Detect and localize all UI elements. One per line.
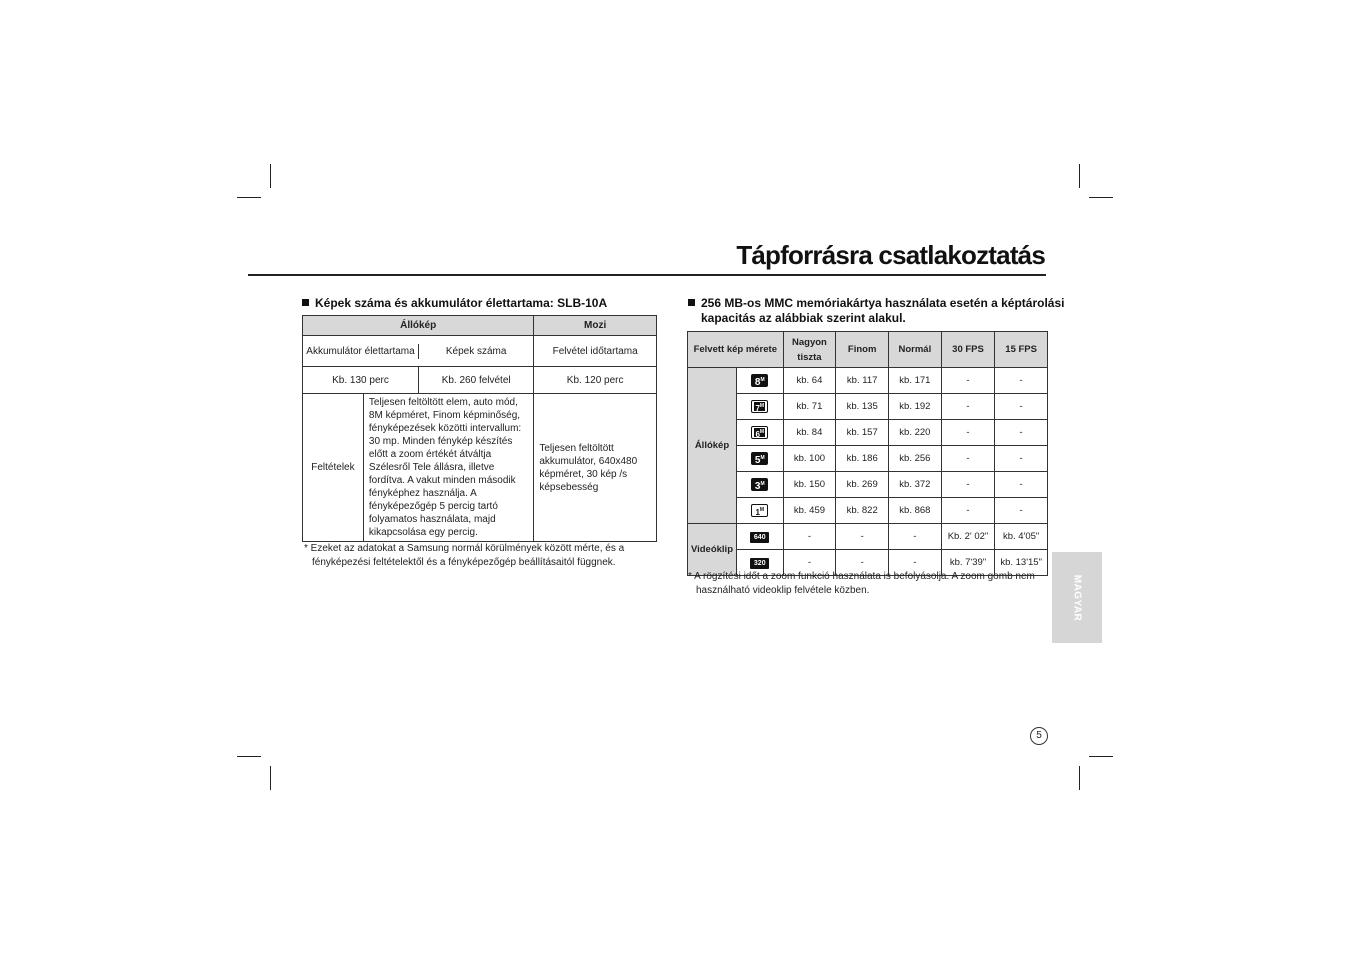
cell-30fps: - xyxy=(941,498,995,524)
size-8m-icon: $8^M$ xyxy=(751,374,768,387)
cell-image-count: Képek száma xyxy=(445,345,507,357)
cell-30fps: - xyxy=(941,368,995,394)
table-row xyxy=(688,420,1048,446)
title-divider xyxy=(248,274,1046,276)
cell-30fps: kb. 7'39" xyxy=(941,550,995,576)
cell-superfine: kb. 84 xyxy=(783,420,836,446)
cell-30fps: - xyxy=(941,394,995,420)
cell-fine: kb. 157 xyxy=(836,420,889,446)
header-15fps: 15 FPS xyxy=(995,332,1048,368)
cell-normal: kb. 256 xyxy=(889,446,942,472)
cell-superfine: - xyxy=(783,524,836,550)
cell-rec-time-value: Kb. 120 perc xyxy=(534,367,657,394)
cell-15fps: - xyxy=(995,472,1048,498)
left-footnote: * Ezeket az adatokat a Samsung normál körülmények között mérte, és a fényképezési feltételektől és a fényképezőgép beállításaitól függnek. xyxy=(304,543,625,568)
right-section-heading: 256 MB-os MMC memóriakártya használata esetén a képtárolási kapacitás az alábbiak szerint alakul. xyxy=(688,296,1064,326)
table-row xyxy=(688,524,1048,550)
language-tab: MAGYAR xyxy=(1052,552,1102,643)
header-normal: Normál xyxy=(889,332,942,368)
cell-15fps: - xyxy=(995,394,1048,420)
size-5m-icon: $5^M$ xyxy=(751,452,768,465)
bullet-square-icon xyxy=(688,299,695,306)
cell-fine: kb. 135 xyxy=(836,394,889,420)
table-row xyxy=(688,498,1048,524)
video-320-icon: 320 xyxy=(750,558,769,569)
right-footnote: * A rögzítési időt a zoom funkció használata is befolyásolja. A zoom gomb nem használható videoklip felvétele közben. xyxy=(688,571,1035,596)
cell-fine: kb. 117 xyxy=(836,368,889,394)
cell-normal: kb. 372 xyxy=(889,472,942,498)
size-6m-icon: $6^M$ xyxy=(751,426,768,439)
cell-superfine: - xyxy=(783,550,836,576)
table-row xyxy=(303,336,657,367)
cell-superfine: kb. 100 xyxy=(783,446,836,472)
header-superfine: Nagyon tiszta xyxy=(783,332,836,368)
cell-15fps: kb. 4'05" xyxy=(995,524,1048,550)
cell-normal: - xyxy=(889,524,942,550)
table-row xyxy=(688,472,1048,498)
header-still: Állókép xyxy=(303,316,534,336)
still-label: Állókép xyxy=(688,368,737,524)
cell-normal: kb. 868 xyxy=(889,498,942,524)
size-3m-icon: $3^M$ xyxy=(751,478,768,491)
table-row xyxy=(303,394,657,542)
size-7m-icon: $7^M$ xyxy=(751,400,768,413)
cell-superfine: kb. 71 xyxy=(783,394,836,420)
video-640-icon: 640 xyxy=(750,532,769,543)
cell-fine: kb. 822 xyxy=(836,498,889,524)
table-row xyxy=(303,316,657,336)
table-row xyxy=(688,368,1048,394)
crop-mark xyxy=(270,766,271,790)
cell-battery-value: Kb. 130 perc xyxy=(303,367,419,393)
crop-mark xyxy=(1089,756,1113,757)
header-movie: Mozi xyxy=(534,316,657,336)
crop-mark xyxy=(237,197,261,198)
cell-fine: kb. 269 xyxy=(836,472,889,498)
table-row xyxy=(688,332,1048,368)
cell-15fps: kb. 13'15" xyxy=(995,550,1048,576)
battery-table xyxy=(302,315,657,542)
cell-superfine: kb. 64 xyxy=(783,368,836,394)
crop-mark xyxy=(1079,766,1080,790)
cell-battery-life: Akkumulátor élettartama xyxy=(303,344,419,359)
crop-mark xyxy=(1079,164,1080,188)
cell-fine: - xyxy=(836,524,889,550)
cell-30fps: Kb. 2' 02" xyxy=(941,524,995,550)
bullet-square-icon xyxy=(302,299,309,306)
crop-mark xyxy=(270,164,271,188)
cell-movie-conditions: Teljesen feltöltött akkumulátor, 640x480 képméret, 30 kép /s képsebesség xyxy=(534,394,657,542)
header-size: Felvett kép mérete xyxy=(688,332,784,368)
size-1m-icon: $1^M$ xyxy=(751,504,768,517)
cell-rec-time: Felvétel időtartama xyxy=(534,336,657,367)
cell-15fps: - xyxy=(995,420,1048,446)
cell-normal: kb. 171 xyxy=(889,368,942,394)
cell-superfine: kb. 459 xyxy=(783,498,836,524)
left-section-heading: Képek száma és akkumulátor élettartama: SLB-10A xyxy=(302,296,607,311)
cell-normal: kb. 192 xyxy=(889,394,942,420)
page-title: Tápforrásra csatlakoztatás xyxy=(736,240,1045,270)
crop-mark xyxy=(1089,197,1113,198)
table-row xyxy=(303,367,657,394)
header-30fps: 30 FPS xyxy=(941,332,995,368)
cell-fine: - xyxy=(836,550,889,576)
cell-images-value: Kb. 260 felvétel xyxy=(441,374,511,386)
cell-30fps: - xyxy=(941,472,995,498)
cell-normal: kb. 220 xyxy=(889,420,942,446)
page-number: 5 xyxy=(1030,727,1048,745)
cell-15fps: - xyxy=(995,368,1048,394)
capacity-table xyxy=(687,331,1048,576)
table-row xyxy=(688,394,1048,420)
video-label: Videóklip xyxy=(688,524,737,576)
cell-15fps: - xyxy=(995,446,1048,472)
cell-normal: - xyxy=(889,550,942,576)
cell-superfine: kb. 150 xyxy=(783,472,836,498)
cell-30fps: - xyxy=(941,420,995,446)
cell-15fps: - xyxy=(995,498,1048,524)
cell-conditions-label: Feltételek xyxy=(303,394,364,542)
crop-mark xyxy=(237,756,261,757)
cell-30fps: - xyxy=(941,446,995,472)
cell-still-conditions: Teljesen feltöltött elem, auto mód, 8M képméret, Finom képminőség, fényképezések közötti intervallum: 30 mp. Minden fénykép készítés előtt a zoom értékét átváltja Szélesről Tele állásra, illetve fordítva. A vakut minden második fényképhez használja. A fényképezőgép 5 percig tartó folyamatos használata, majd kikapcsolása egy percig. xyxy=(363,394,533,542)
table-row xyxy=(688,446,1048,472)
header-fine: Finom xyxy=(836,332,889,368)
cell-fine: kb. 186 xyxy=(836,446,889,472)
